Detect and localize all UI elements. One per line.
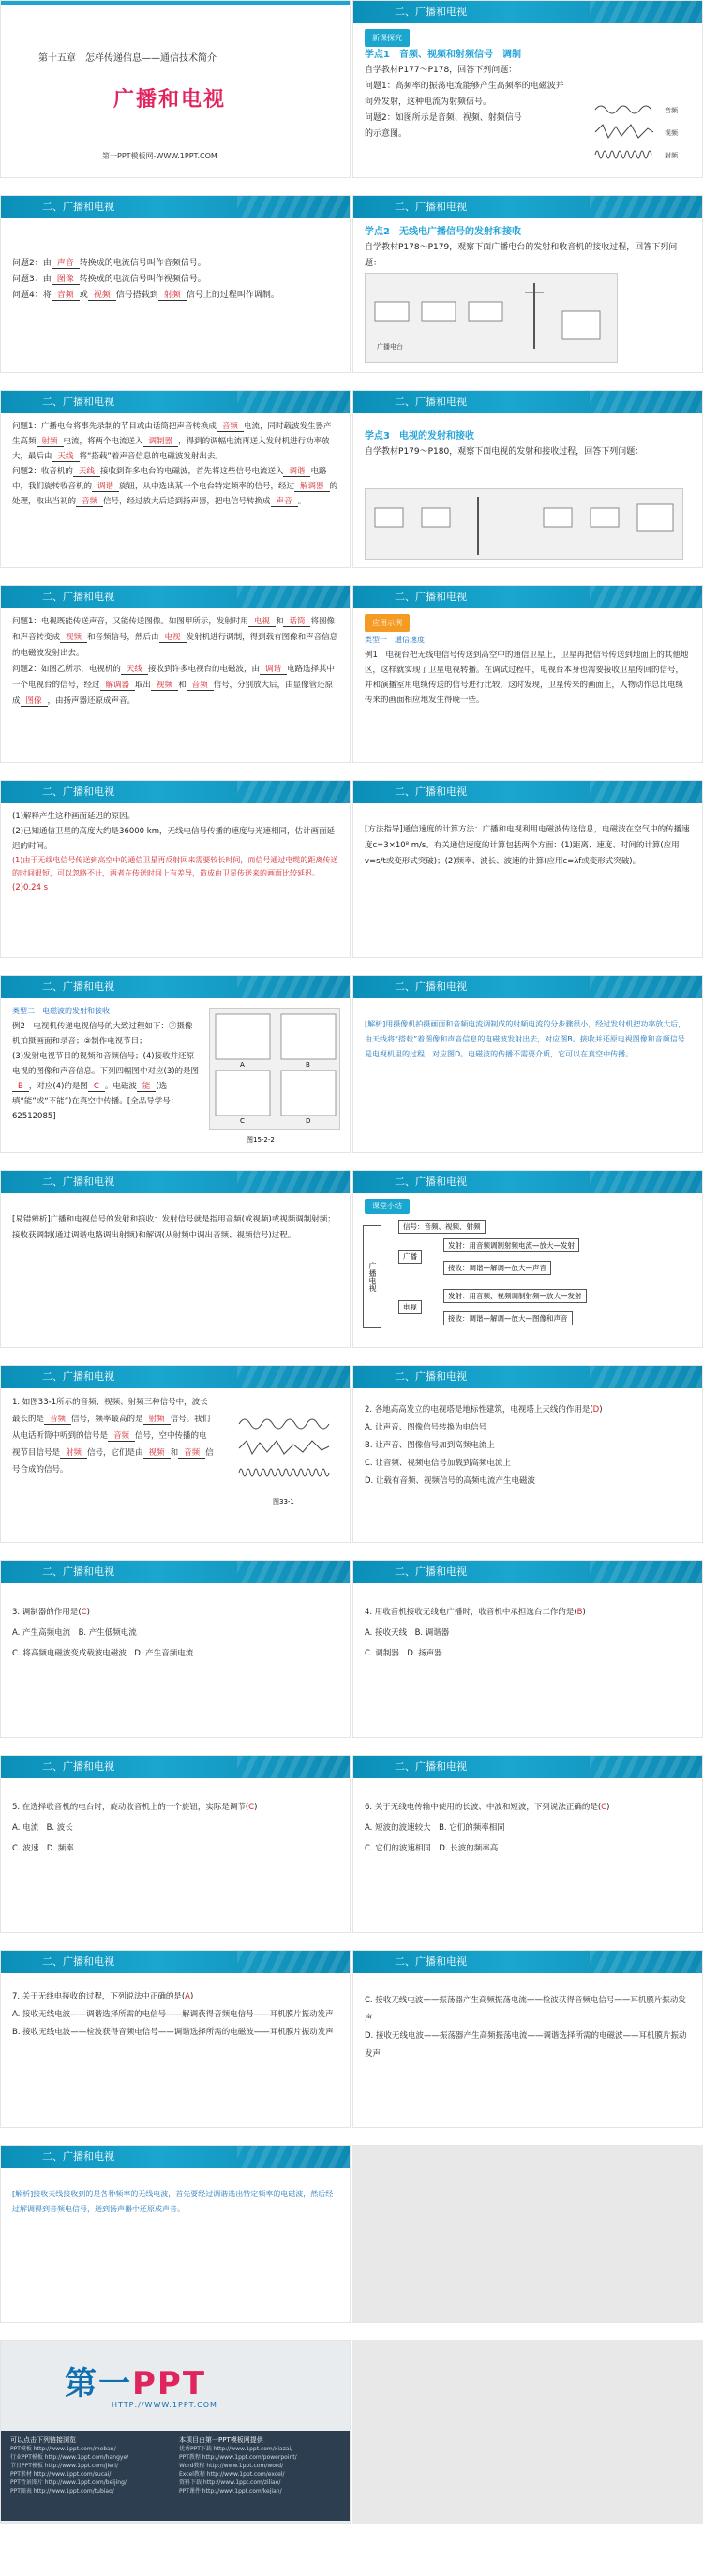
answer-choice: C [81,1608,87,1617]
slide-body [353,218,702,277]
answer-blank: 解调器 [294,482,330,492]
slide-header: 二、广播和电视 [353,196,702,218]
question-stem: 4. 用收音机接收无线电广播时，收音机中承担选台工作的是(B) [365,1608,586,1617]
option-ab[interactable]: A. 产生高频电流 B. 产生低频电流 [12,1628,137,1638]
slide-22[interactable] [352,1950,703,2128]
title-top-line [1,1,351,5]
broadcast-diagram [365,273,618,363]
sub-question-1: (1)解释产生这种画面延迟的原因。 [12,812,136,821]
slide-9[interactable] [0,780,351,958]
slide-body [353,1778,702,1865]
summary-tv-rx: 接收：调谐—解调—放大—图像和声音 [443,1311,573,1325]
answer-blank: C [88,1082,105,1092]
error-analysis: [易错辨析]广播和电视信号的发射和接收：发射信号就是指用音频(或视频)或视频调制射频；接收获调制(通过调谐电路调出射频)和解调(从射频中调出音频、视频信号)过程。 [12,1215,336,1240]
answer-blank: 电视 [159,633,187,643]
study-point: 学点2 无线电广播信号的发射和接收 [365,227,521,237]
answer-blank: 调谐 [283,467,310,477]
footer-link[interactable]: 行业PPT模板 http://www.1ppt.com/hangye/ [10,2454,129,2461]
summary-broadcast-rx: 接收：调谐—解调—放大—声音 [443,1261,551,1275]
option-cd[interactable]: C. 它们的波速相同 D. 长波的频率高 [365,1844,499,1853]
slide-body [1,1193,350,1250]
figure-caption: 图33-1 [273,1498,294,1505]
sub-question-2: (2)已知通信卫星的高度大约是36000 km，无线电信号传播的速度与光速相同，估计画面延迟的时间。 [12,827,335,851]
footer-link[interactable]: 优秀PPT下载 http://www.1ppt.com/xiazai/ [179,2446,293,2452]
brand-url[interactable]: HTTP://WWW.1PPT.COM [112,2401,217,2409]
footer-link[interactable]: PPT教程 http://www.1ppt.com/powerpoint/ [179,2454,297,2461]
empty-cell [352,2340,703,2524]
option-c[interactable]: C. 让音频、视频电信号加载到高频电流上 [365,1459,511,1468]
tv-diagram [365,488,683,560]
option-ab[interactable]: A. 短波的波速较大 B. 它们的频率相同 [365,1823,505,1833]
type-label: 类型一 通信速度 [365,636,425,644]
method-guide: [方法指导]通信速度的计算方法：广播和电视利用电磁波传送信息，电磁波在空气中的传播速度c=3×10⁸ m/s。有关通信速度的计算包括两个方面：(1)距离、速度、时间的计算(应用v=s/t或变形式突破)；(2)频率、波长、波速的计算(应用c=λf或变形式突破)。 [365,825,690,866]
slide-5[interactable] [0,390,351,568]
slide-body [353,998,702,1068]
title-subtitle: 第一PPT模板网-WWW.1PPT.COM [102,152,217,160]
answer-blank: 音频 [52,291,80,301]
question-stem: 7. 关于无线电接收的过程，下列说法中正确的是(A) [12,1992,194,2001]
section-tag: 应用示例 [365,614,410,632]
footer-link[interactable]: 节日PPT模板 http://www.1ppt.com/jieri/ [10,2463,118,2469]
slide-header: 二、广播和电视 [1,391,350,413]
study-point: 学点1 音频、视频和射频信号 调制 [365,50,521,60]
option-c[interactable]: C. 接收无线电波——振荡器产生高频振荡电流——检波获得音频电信号——耳机膜片振动发声 [365,1996,686,2023]
footer-link[interactable]: Excel教程 http://www.1ppt.com/excel/ [179,2471,285,2478]
slide-body [1,1583,350,1670]
answer-2: (2)0.24 s [12,883,49,892]
links-col-1: 可以点击下列链接浏览 PPT模板 http://www.1ppt.com/moban/ 行业PPT模板 http://www.1ppt.com/hangye/ 节日PPT模板 http://www.1ppt.com/jieri/ PPT素材 http://www.1ppt.com/sucai/ PPT背景图片 http://www.1ppt.com/beijing/ PPT图表 http://www.1ppt.com/tubiao/ [10,2436,170,2495]
option-cd[interactable]: C. 波速 D. 频率 [12,1844,74,1853]
answer-blank: 电视 [248,617,276,627]
wave-label-rf: 射频 [665,152,678,159]
instruction: 自学教材P179～P180，观察下面电视的发射和接收过程，回答下列问题： [365,447,644,457]
slide-header: 二、广播和电视 [1,1756,350,1778]
slide-header: 二、广播和电视 [353,1951,702,1973]
slide-body [353,803,702,876]
answer-blank: 射频 [37,437,64,447]
answer-blank: 天线 [73,467,100,477]
slide-18[interactable] [352,1560,703,1738]
option-d[interactable]: D. 让载有音频、视频信号的高频电流产生电磁波 [365,1476,535,1486]
answer-blank: 调谐 [260,665,287,675]
opt-label-c: C [240,1117,245,1125]
slide-footer[interactable] [0,2340,351,2524]
answer-blank: 音频 [187,681,214,691]
slide-14[interactable] [352,1170,703,1348]
slide-2[interactable] [352,0,703,178]
slide-3[interactable] [0,195,351,373]
slide-13[interactable] [0,1170,351,1348]
slide-body [1,218,350,309]
summary-tv: 电视 [398,1300,422,1314]
example-continued: (3)发射电视节目的视频和音频信号；(4)接收并还原电视的图像和声音信息。下列四幅图中对应(3)的是图B ，对应(4)的是图 C 。电磁波 能 (选填“能”或“不能”)在真空中传播。[全品导学号：62512085] [12,1052,200,1121]
answer-blank: 解调器 [100,681,136,691]
wave-label-video: 视频 [665,129,678,137]
slide-20[interactable] [352,1755,703,1933]
slide-body [353,608,702,713]
slide-header: 二、广播和电视 [353,586,702,608]
section-tag: 课堂小结 [365,1199,410,1214]
instruction: 自学教材P177～P178，回答下列问题： [365,66,517,75]
slide-header: 二、广播和电视 [353,1561,702,1583]
footer-link[interactable]: PPT素材 http://www.1ppt.com/sucai/ [10,2471,112,2478]
slide-header: 二、广播和电视 [353,1366,702,1388]
slide-19[interactable] [0,1755,351,1933]
slide-header: 二、广播和电视 [1,1366,350,1388]
slide-body: 1. 如图33-1所示的音频、视频、射频三种信号中，波长最长的是 音频 信号，频率最高的是 射频 信号。我们从电话听筒中听到的信号是 音频 信号，空中传播的电视节目信号是 射频 信号，它们是由 视频 和 音频 信号合成的信号。 [12,1398,214,1475]
answer-blank: 能 [137,1082,157,1092]
answer-choice: A [185,1992,190,2001]
answer-blank: 声音 [52,259,80,269]
slide-body: 问题1：广播电台将事先录制的节目或由话筒把声音转换成 音频 电流，同时载波发生器产生高频 射频 电流，将两个电流送入 调制器 ，得到的调幅电流再送入发射机进行功率放大，最后由 天线 将“搭载”着声音信息的电磁波发射出去。 问题2：收音机的 天线 接收到许多电台的电磁波，首先将这些信号电流送入 调谐 电路中，我们旋转收音机的 调谐 旋钮，从中选出某一个电台特定频率的信号，经过 解调器 的处理，取出当初的 音频 信号，经过放大后送到扬声器，把电信号转换成 声音 。 [12,422,338,506]
question-3-line: 问题3：由 图像 转换成的电流信号叫作视频信号。 [12,275,206,284]
slide-header: 二、广播和电视 [1,1561,350,1583]
option-a[interactable]: A. 让声音、图像信号转换为电信号 [365,1423,487,1432]
summary-signal: 信号：音频、视频、射频 [398,1220,486,1234]
analysis-text: [解析]用摄像机拍摄画面和音频电流调制成的射频电流的分步骤很小，经过发射机把功率放大后，由天线将“搭载”着图像和声音信息的电磁波发射出去，对应图B。接收并还原电视图像和音频信号是电视机里的过程，对应图D。电磁波的传播不需要介质，它可以在真空中传播。 [365,1020,686,1058]
slide-header: 二、广播和电视 [1,586,350,608]
slide-header: 二、广播和电视 [1,1171,350,1193]
answer-blank: 视频 [143,1448,171,1459]
instruction: 自学教材P178～P179，观察下面广播电台的发射和收音机的接收过程，回答下列问题： [365,243,678,268]
links-col-2: 本项目由第一PPT模板网提供 优秀PPT下载 http://www.1ppt.com/xiazai/ PPT教程 http://www.1ppt.com/powerpoint/ Word教程 http://www.1ppt.com/word/ Excel教程 http://www.1ppt.com/excel/ 资料下载 http://www.1ppt.com/ziliao/ PPT课件 http://www.1ppt.com/kejian/ [179,2436,338,2495]
question-1: 问题1：高频率的振荡电流能够产生高频率的电磁波并向外发射，这种电流为射频信号。 [365,82,564,107]
slide-body [353,1973,702,2069]
footer-link[interactable]: 资料下载 http://www.1ppt.com/ziliao/ [179,2479,281,2486]
answer-blank: 音频 [217,422,244,432]
answer-choice: B [576,1608,583,1617]
answer-blank: 音频 [76,497,103,507]
answer-blank: 视频 [60,633,87,643]
example-text: 例2 电视机传递电视信号的大致过程如下：Ⓕ摄像机拍摄画面和录音；②制作电视节目； [12,1022,193,1046]
wave-label-audio: 音频 [665,107,678,114]
slide-header: 二、广播和电视 [353,781,702,803]
slide-header: 二、广播和电视 [1,976,350,998]
footer-link[interactable]: Word教程 http://www.1ppt.com/word/ [179,2463,284,2469]
answer-choice: D [592,1405,600,1415]
answer-blank: 视频 [88,291,116,301]
example-text: 例1 电视台把无线电信号传送到高空中的通信卫星上，卫星再把信号传送到地面上的其他地区，这样就实现了卫星电视转播。在调试过程中，电视台本身也需要接收卫星传回的信号，并和演播室用电缆传送的信号进行比较，这时发现，卫星传来的画面上，人物动作总比电缆传来的画面相应地发生得晚一些。 [365,651,689,705]
slide-4[interactable] [352,195,703,373]
answer-blank: 音频 [108,1431,135,1442]
question-stem: 3. 调制器的作用是(C) [12,1608,90,1617]
answer-blank: 调制器 [143,437,179,447]
slide-header: 二、广播和电视 [353,391,702,413]
opt-label-b: B [306,1061,310,1069]
answer-blank: 天线 [121,665,148,675]
answer-blank: 音频 [44,1415,71,1425]
question-stem: 5. 在选择收音机的电台时，旋动收音机上的一个旋钮，实际是调节(C) [12,1803,258,1812]
lesson-title: 广播和电视 [113,88,227,112]
slide-16[interactable] [352,1365,703,1543]
question-stem: 2. 各地高高发立的电视塔是地标性建筑，电视塔上天线的作用是(D) [365,1405,603,1415]
analysis-text: [解析]接收天线接收到的是各种频率的无线电波，首先要经过调谐选出特定频率的电磁波，然后经过解调得到音频电信号，送到扬声器中还原成声音。 [12,2190,334,2213]
slide-header: 二、广播和电视 [1,2146,350,2168]
opt-label-d: D [306,1117,311,1125]
question-stem: 6. 关于无线电传输中使用的长波、中波和短波，下列说法正确的是(C) [365,1803,610,1812]
slide-body: 问题1：电视既能传送声音，又能传送图像。如图甲所示，发射时用 电视 和 话筒 将图像和声音转变成 视频 和音频信号，然后由 电视 发射机进行调制，得到载有图像和声音信息的电磁波发射出去。 问题2：如图乙所示，电视机的 天线 接收到许多电视台的电磁波，由 调谐 电路选择其中一个电视台的信号，经过 解调器 取出 视频 和 音频 信号，分别放大后，由显像管还原成 图像 ，由扬声器还原成声音。 [12,617,338,706]
summary-root: 广播电视 [363,1225,381,1328]
slide-21[interactable] [0,1950,351,2128]
slide-body [1,2168,350,2223]
footer-link[interactable]: PPT模板 http://www.1ppt.com/moban/ [10,2446,116,2452]
figure-15-2-2 [209,1008,340,1130]
slide-header: 二、广播和电视 [353,1,702,23]
footer-link[interactable]: PPT背景图片 http://www.1ppt.com/beijing/ [10,2479,127,2486]
option-b[interactable]: B. 让声音、图像信号加到高频电流上 [365,1441,495,1450]
option-ab[interactable]: A. 电流 B. 波长 [12,1823,73,1833]
answer-blank: B [12,1082,29,1092]
answer-blank: 射频 [158,291,187,301]
slide-body [353,1388,702,1496]
slide-header: 二、广播和电视 [353,1756,702,1778]
slide-body [1,1778,350,1865]
option-cd[interactable]: C. 调制器 D. 扬声器 [365,1649,442,1658]
question-4-line: 问题4：将 音频 或 视频 信号搭载到 射频 信号上的过程叫作调制。 [12,291,279,300]
slide-8[interactable] [352,585,703,763]
slide-body [353,1583,702,1670]
slide-body [353,1193,702,1220]
diagram-label-station: 广播电台 [377,343,403,351]
answer-blank: 视频 [151,681,178,691]
empty-cell [352,2145,703,2323]
answer-blank: 射频 [143,1415,171,1425]
answer-blank: 话筒 [283,617,310,627]
answer-blank: 天线 [52,452,80,462]
option-cd[interactable]: C. 将高频电磁波变成载波电磁波 D. 产生音频电流 [12,1649,194,1658]
slide-23[interactable] [0,2145,351,2323]
slide-header: 二、广播和电视 [1,781,350,803]
slide-body [1,1973,350,2047]
slide-body [1,803,350,901]
question-2-line: 问题2：由 声音 转换成的电流信号叫作音频信号。 [12,259,206,268]
study-point: 学点3 电视的发射和接收 [365,431,474,442]
slide-header: 二、广播和电视 [1,1951,350,1973]
slide-17[interactable] [0,1560,351,1738]
footer-link[interactable]: PPT图表 http://www.1ppt.com/tubiao/ [10,2488,114,2494]
opt-label-a: A [240,1061,245,1069]
footer-link[interactable]: PPT课件 http://www.1ppt.com/kejian/ [179,2488,282,2494]
footer-links [1,2431,351,2521]
summary-broadcast: 广播 [398,1250,422,1264]
figure-caption: 图15-2-2 [247,1136,275,1144]
answer-choice: C [248,1803,255,1812]
answer-choice: C [601,1803,607,1812]
answer-blank: 图像 [21,696,48,707]
slide-header: 二、广播和电视 [353,1171,702,1193]
question-2: 问题2：如图所示是音频、视频、射频信号的示意图。 [365,113,522,139]
answer-1: (1)由于无线电信号传送到高空中的通信卫星再反射回来需要较长时间，而信号通过电缆的距离传送的时间很短，可以忽略不计，两者在传送时间上有差异，造成由卫星传送来的画面比较延迟。 [12,856,338,877]
answer-blank: 音频 [178,1448,205,1459]
slide-7[interactable] [0,585,351,763]
slide-header: 二、广播和电视 [1,196,350,218]
answer-blank: 声音 [271,497,298,507]
signal-waves-figure [593,100,696,168]
section-tag: 新课探究 [365,29,410,47]
option-ab[interactable]: A. 接收天线 B. 调谐器 [365,1628,450,1638]
slide-15[interactable] [0,1365,351,1543]
answer-blank: 射频 [60,1448,87,1459]
figure-33-1 [235,1413,338,1488]
summary-tv-tx: 发射：用音频、视频调制射频—放大—发射 [443,1289,587,1303]
slide-title[interactable] [0,0,351,178]
chapter-heading: 第十五章 怎样传递信息——通信技术简介 [38,53,217,64]
slide-12[interactable] [352,975,703,1153]
slide-6[interactable] [352,390,703,568]
brand-logo: 第一PPT [65,2365,207,2403]
option-a[interactable]: A. 接收无线电波——调谐选择所需的电信号——解调获得音频电信号——耳机膜片振动发声 [12,2010,334,2019]
answer-blank: 调谐 [92,482,119,492]
option-d[interactable]: D. 接收无线电波——振荡器产生高频振荡电流——调谐选择所需的电磁波——耳机膜片振动发声 [365,2031,687,2059]
type-label: 类型二 电磁波的发射和接收 [12,1007,110,1015]
answer-blank: 图像 [52,275,80,285]
slide-11[interactable] [0,975,351,1153]
slide-header: 二、广播和电视 [353,976,702,998]
option-b[interactable]: B. 接收无线电波——检波获得音频电信号——调谐选择所需的电磁波——耳机膜片振动发声 [12,2028,334,2037]
slide-10[interactable] [352,780,703,958]
slide-body [353,413,702,466]
summary-broadcast-tx: 发射：用音频调制射频电流—放大—发射 [443,1238,579,1252]
